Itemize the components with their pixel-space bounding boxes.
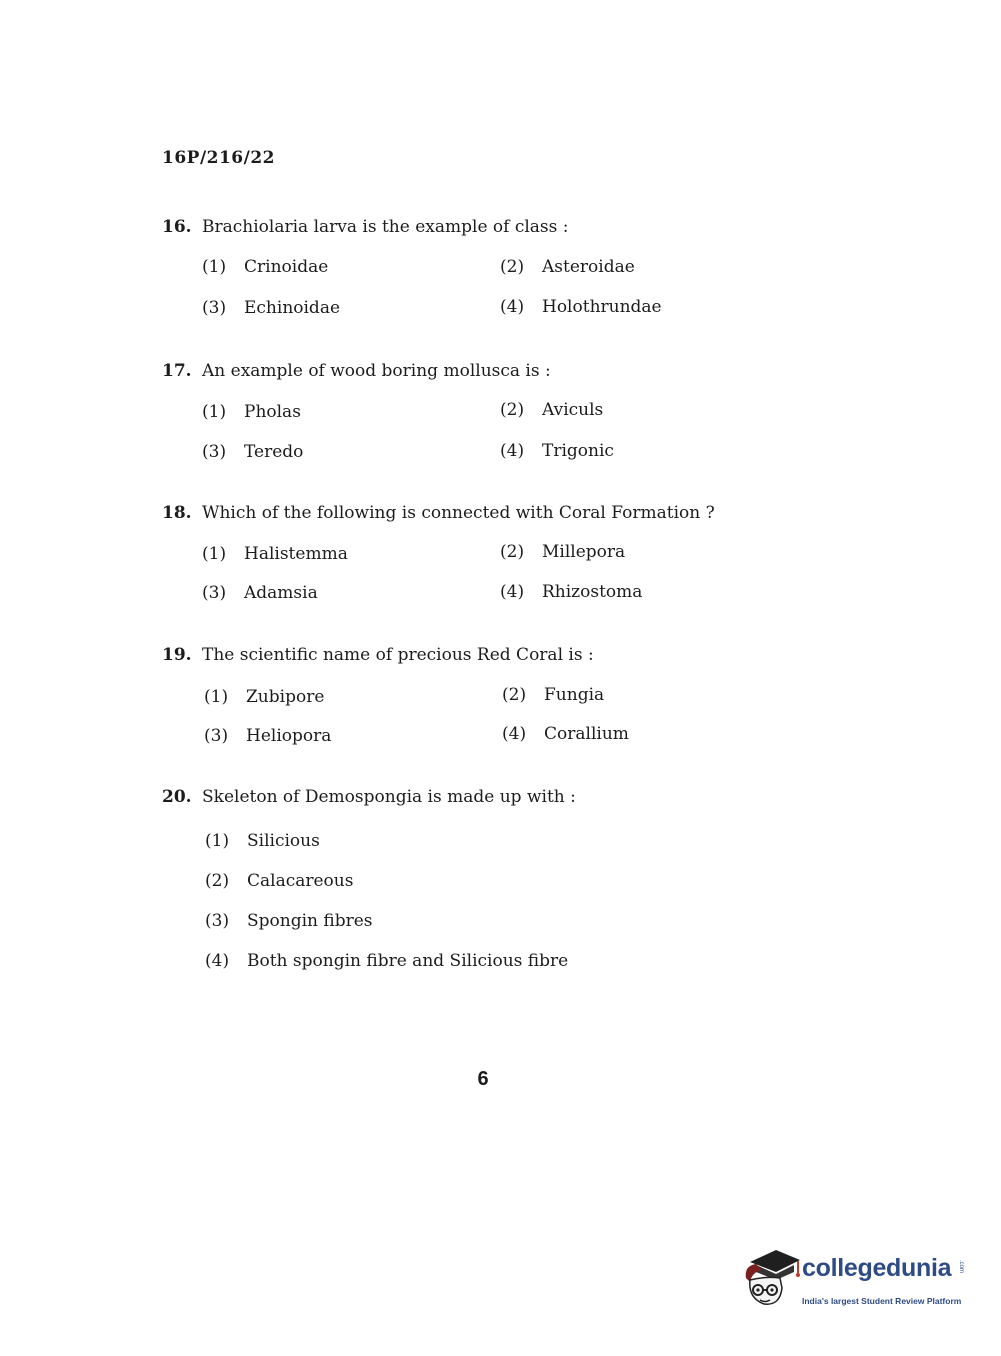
option-text: Crinoidae — [244, 257, 329, 277]
question-text: Skeleton of Demospongia is made up with : — [202, 787, 576, 807]
option-number: (1) — [205, 831, 230, 851]
option-text: Aviculs — [542, 400, 604, 420]
question-text: Brachiolaria larva is the example of class : — [202, 217, 569, 237]
page-number: 6 — [477, 1068, 489, 1090]
option-text: Both spongin fibre and Silicious fibre — [247, 951, 569, 971]
option-number: (3) — [202, 298, 227, 318]
option-number: (2) — [500, 542, 525, 562]
question-number: 19. — [162, 645, 192, 665]
option-number: (2) — [500, 257, 525, 277]
option — [502, 684, 604, 706]
question-number: 18. — [162, 503, 192, 523]
option-number: (1) — [202, 257, 227, 277]
option — [502, 723, 629, 745]
option — [500, 541, 625, 563]
option-text: Fungia — [544, 685, 605, 705]
option — [202, 582, 318, 604]
option-number: (4) — [500, 297, 525, 317]
option — [205, 950, 568, 972]
question-17 — [162, 360, 782, 462]
option-text: Pholas — [244, 402, 301, 422]
option-text: Corallium — [544, 724, 629, 744]
question-18 — [162, 502, 782, 603]
option-text: Zubipore — [246, 687, 325, 707]
option — [500, 399, 603, 421]
option — [202, 441, 303, 463]
option-number: (3) — [202, 583, 227, 603]
logo-tagline: India's largest Student Review Platform — [802, 1296, 962, 1306]
question-text: Which of the following is connected with Coral Formation ? — [202, 503, 715, 523]
option-number: (1) — [202, 402, 227, 422]
option-number: (2) — [500, 400, 525, 420]
option — [204, 686, 324, 708]
option — [205, 870, 353, 892]
option — [205, 830, 320, 852]
option — [202, 543, 348, 565]
option-number: (4) — [205, 951, 230, 971]
option — [500, 440, 614, 462]
option-text: Trigonic — [542, 441, 614, 461]
question-16 — [162, 216, 782, 318]
option-text: Heliopora — [246, 726, 332, 746]
question-stem — [162, 216, 782, 238]
option-text: Teredo — [244, 442, 304, 462]
question-number: 20. — [162, 787, 192, 807]
option — [500, 256, 635, 278]
option — [500, 581, 642, 603]
option-number: (3) — [205, 911, 230, 931]
option-text: Silicious — [247, 831, 320, 851]
option — [202, 401, 301, 423]
option-number: (4) — [500, 582, 525, 602]
option-text: Spongin fibres — [247, 911, 373, 931]
question-stem — [162, 786, 782, 808]
question-number: 16. — [162, 217, 192, 237]
option-number: (4) — [502, 724, 527, 744]
question-text: The scientific name of precious Red Coral is : — [202, 645, 594, 665]
option-number: (3) — [202, 442, 227, 462]
question-number: 17. — [162, 361, 192, 381]
option-text: Holothrundae — [542, 297, 662, 317]
question-text: An example of wood boring mollusca is : — [202, 361, 551, 381]
option-text: Rhizostoma — [542, 582, 643, 602]
question-19 — [162, 644, 782, 746]
option-text: Halistemma — [244, 544, 348, 564]
option-text: Echinoidae — [244, 298, 341, 318]
option-number: (2) — [205, 871, 230, 891]
option-number: (3) — [204, 726, 229, 746]
option-text: Calacareous — [247, 871, 354, 891]
collegedunia-logo — [742, 1248, 972, 1318]
option — [204, 725, 331, 747]
option-number: (4) — [500, 441, 525, 461]
question-20 — [162, 786, 782, 971]
option — [205, 910, 373, 932]
paper-code: 16P/216/22 — [162, 148, 276, 168]
option-number: (2) — [502, 685, 527, 705]
option-text: Adamsia — [244, 583, 318, 603]
collegedunia-mascot-icon — [742, 1248, 802, 1310]
option — [202, 256, 328, 278]
option-number: (1) — [202, 544, 227, 564]
option-number: (1) — [204, 687, 229, 707]
question-stem — [162, 502, 782, 524]
option-text: Asteroidae — [542, 257, 635, 277]
question-stem — [162, 644, 782, 666]
question-stem — [162, 360, 782, 382]
option-text: Millepora — [542, 542, 626, 562]
option — [500, 296, 662, 318]
logo-suffix: .com — [958, 1260, 964, 1274]
logo-name: collegedunia — [802, 1254, 952, 1282]
option — [202, 297, 340, 319]
